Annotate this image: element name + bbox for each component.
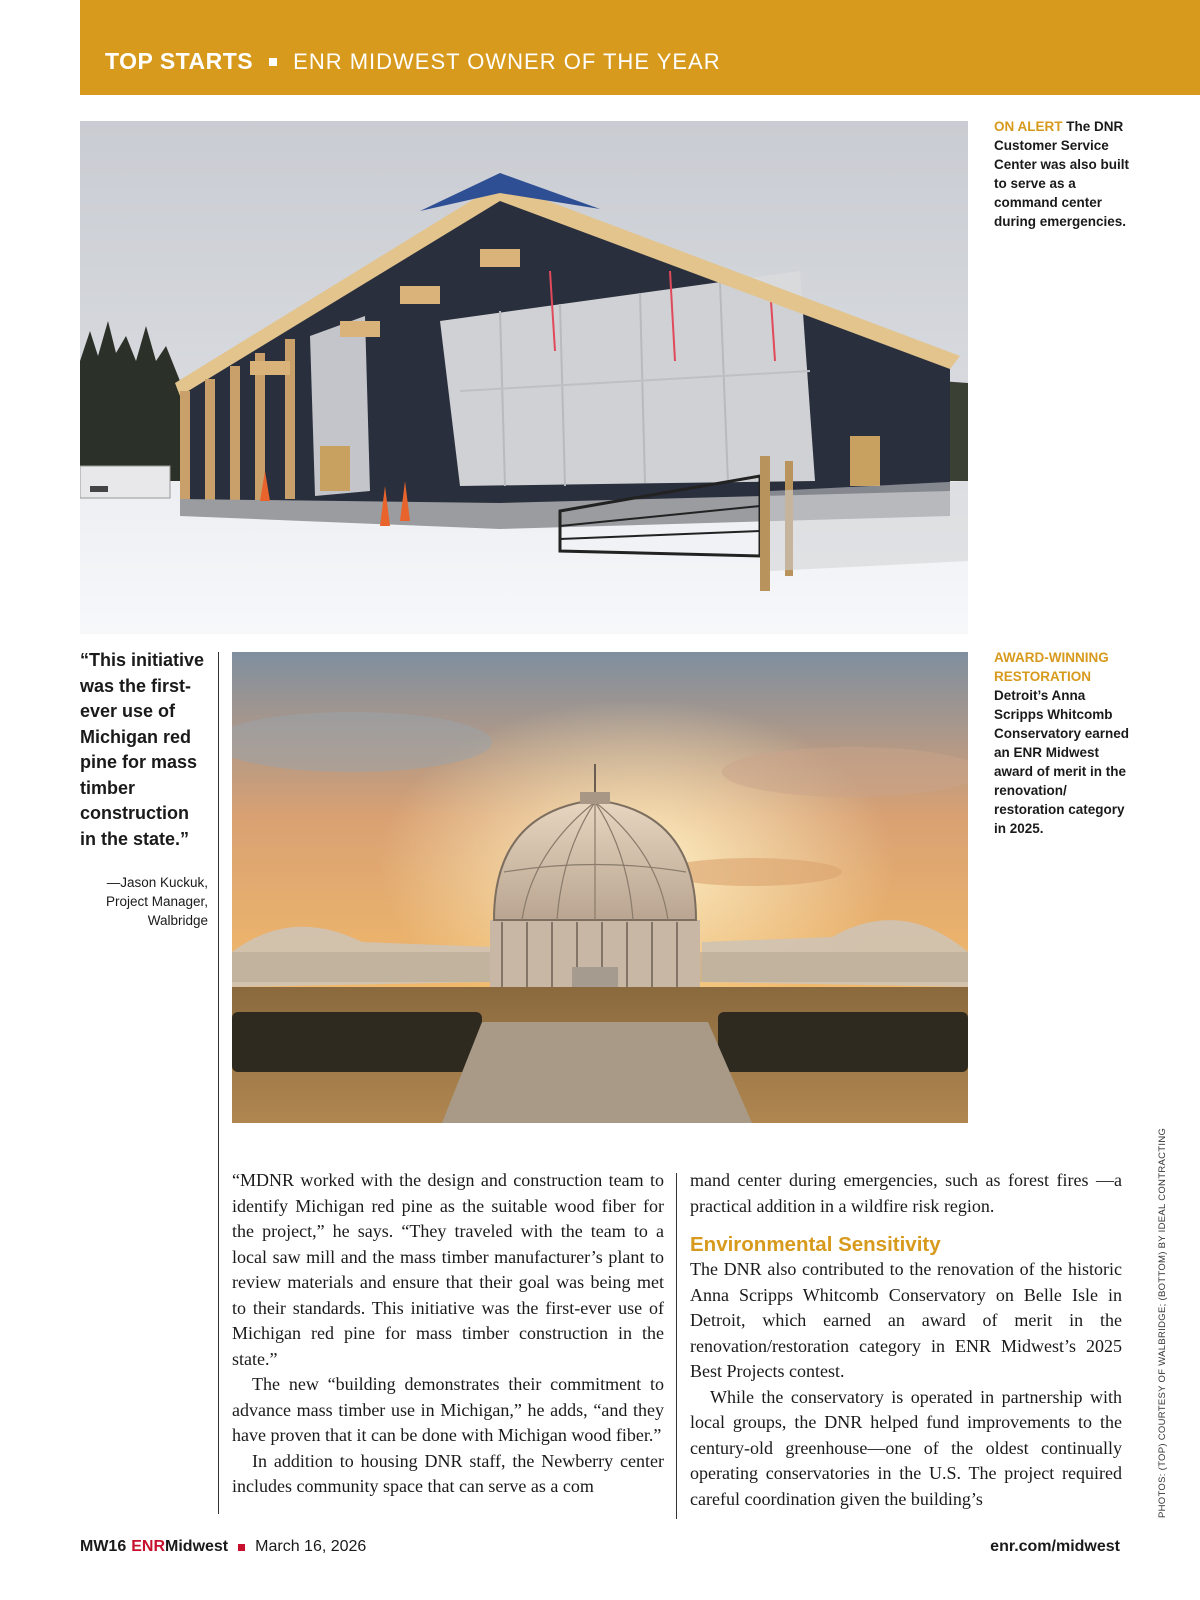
caption-lead: ON ALERT <box>994 119 1063 134</box>
caption-text: Detroit’s Anna Scripps Whitcomb Conservatory earned an ENR Midwest award of merit in the renovation/ restoration category in 2025. <box>994 688 1130 836</box>
caption-text: The DNR Customer Service Center was also built to serve as a command center during emergencies. <box>994 119 1130 229</box>
article-paragraph: The DNR also contributed to the renovation of the historic Anna Scripps Whitcomb Conservatory on Belle Isle in Detroit, which earned an award of merit in the renovation/restoration category in ENR Midwest’s 2025 Best Projects contest. <box>690 1259 1122 1381</box>
header-title <box>105 48 721 75</box>
subhead: Environmental Sensitivity <box>690 1233 941 1256</box>
section-label: TOP STARTS <box>105 48 254 74</box>
caption-award-winning-restoration <box>994 648 1134 838</box>
caption-on-alert <box>994 117 1134 231</box>
attribution-org: Walbridge <box>147 913 208 928</box>
article-paragraph: The new “building demonstrates their commitment to advance mass timber use in Michigan,” he adds, “and they have proven that it can be done with Michigan wood fiber.” <box>232 1374 664 1445</box>
column-rule <box>676 1173 677 1519</box>
caption-lead: AWARD-WINNING RESTORATION <box>994 650 1109 684</box>
vertical-rule <box>218 652 219 1514</box>
attribution-title: Project Manager, <box>105 894 208 909</box>
brand-midwest: Midwest <box>165 1538 229 1555</box>
article-paragraph: While the conservatory is operated in partnership with local groups, the DNR helped fund improvements to the century-old greenhouse—one of the oldest continually operating conservatories in the U.S. The project required careful coordination given the building’s <box>690 1386 1122 1509</box>
page-number: MW16 <box>80 1538 127 1555</box>
article-paragraph: In addition to housing DNR staff, the Newberry center includes community space that can serve as a com <box>232 1450 664 1496</box>
photo-credit: PHOTOS: (TOP) COURTESY OF WALBRIDGE; (BOTTOM) BY IDEAL CONTRACTING <box>1157 1127 1168 1518</box>
photo-anna-scripps-whitcomb-conservatory <box>232 652 968 1123</box>
article-paragraph: mand center during emergencies, such as forest fires —a practical addition in a wildfire risk region. <box>690 1170 1122 1216</box>
article-paragraph: “MDNR worked with the design and construction team to identify Michigan red pine as the suitable wood fiber for the project,” he says. “They traveled with the team to a local saw mill and the mass timber manufacturer’s plant to review materials and ensure that their goal was being met to their standards. This initiative was the first-ever use of Michigan red pine for mass timber construction in the state.” <box>232 1170 664 1369</box>
footer-url: enr.com/midwest <box>990 1538 1120 1555</box>
kicker-label: ENR MIDWEST OWNER OF THE YEAR <box>293 48 721 74</box>
pull-quote: “This initiative was the first-ever use of Michigan red pine for mass timber construction in the state.” <box>80 650 205 849</box>
pull-quote-attribution <box>80 873 208 930</box>
photo-dnr-customer-service-center <box>80 121 968 634</box>
header-band <box>80 0 1200 95</box>
footer-left <box>80 1538 366 1556</box>
separator-square <box>269 58 277 66</box>
attribution-name: —Jason Kuckuk, <box>106 875 208 890</box>
footer-separator <box>238 1544 245 1551</box>
brand-enr: ENR <box>131 1538 166 1555</box>
issue-date: March 16, 2026 <box>255 1538 367 1555</box>
page-footer <box>80 1538 1120 1562</box>
article-column-left <box>232 1168 664 1500</box>
article-column-right <box>690 1168 1122 1512</box>
